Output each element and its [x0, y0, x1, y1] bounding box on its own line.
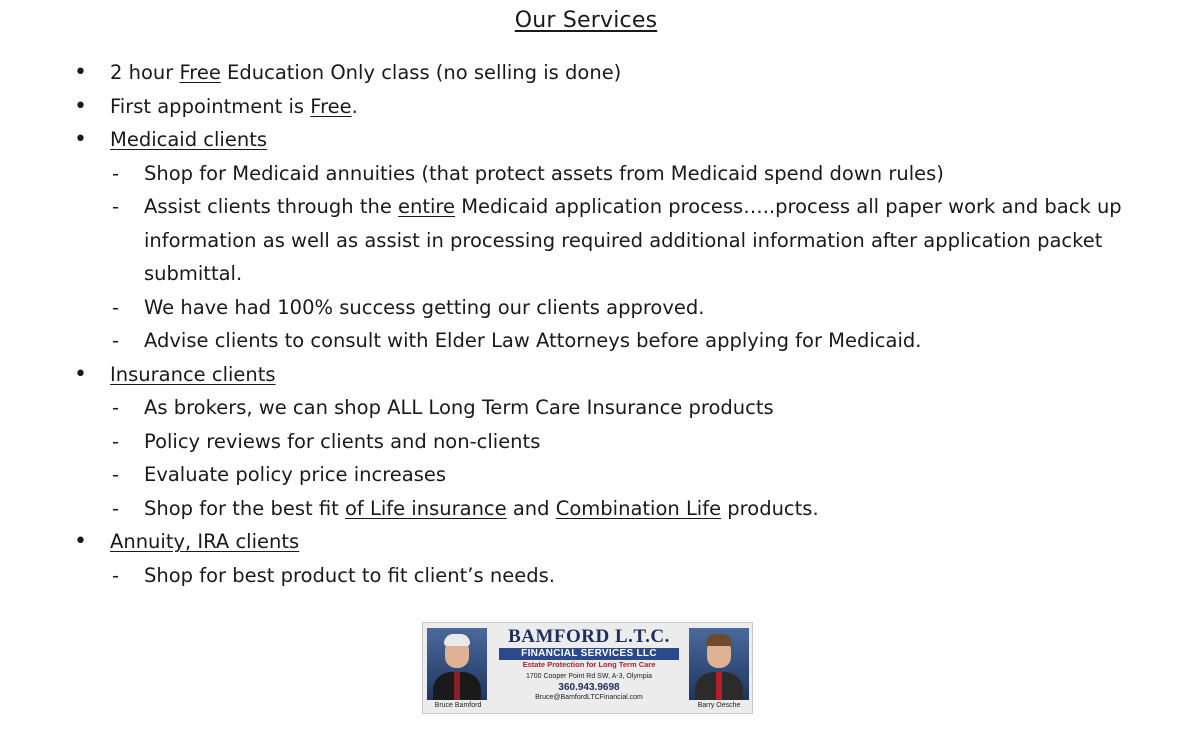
sub-item-insurance-brokers [0, 391, 1200, 425]
medicaid-item-1: Shop for Medicaid annuities (that protect assets from Medicaid spend down rules) [144, 161, 944, 185]
free-class-text: 2 hour [110, 61, 180, 84]
portrait-hair-shape [706, 634, 732, 646]
medicaid-item-3: We have had 100% success getting our clients approved. [144, 295, 705, 319]
sub-item-annuity-product [0, 559, 1200, 593]
dash-icon: - [112, 463, 120, 486]
bullet-icon: • [74, 60, 87, 85]
first-appointment-text-rest: . [351, 94, 358, 118]
dash-icon: - [112, 295, 120, 319]
dash-icon: - [112, 161, 120, 185]
bullet-icon: • [74, 93, 87, 119]
brand-name: BAMFORD L.T.C. [508, 626, 670, 647]
annuity-heading: Annuity, IRA clients [110, 530, 300, 553]
list-item-free-class [0, 56, 1200, 90]
portrait-right-image [689, 628, 749, 700]
sub-item-insurance-life [0, 492, 1200, 526]
portrait-tie-shape [454, 672, 460, 700]
page-title: Our Services [514, 8, 658, 33]
free-class-emphasis: Free [179, 61, 221, 84]
section-heading-medicaid [0, 123, 1200, 157]
section-heading-annuity [0, 525, 1200, 559]
medicaid-heading: Medicaid clients [110, 128, 267, 151]
business-card-logo [422, 622, 753, 714]
first-appointment-text: First appointment is [110, 94, 311, 118]
insurance-item-4: Shop for the best fit [144, 496, 345, 520]
sub-item-medicaid-application [0, 190, 1200, 291]
insurance-item-4-combination: Combination Life [555, 496, 722, 520]
bullet-icon: • [74, 529, 87, 554]
brand-block [493, 627, 685, 702]
insurance-item-2: Policy reviews for clients and non-clients [144, 429, 541, 453]
bullet-icon: • [74, 127, 87, 152]
sub-item-medicaid-attorneys [0, 324, 1200, 358]
dash-icon: - [112, 563, 120, 587]
brand-bar: FINANCIAL SERVICES LLC [499, 648, 679, 660]
services-list [0, 56, 1200, 592]
insurance-item-3: Evaluate policy price increases [144, 463, 447, 486]
dash-icon: - [112, 396, 120, 419]
free-class-text-rest: Education Only class (no selling is done) [220, 61, 622, 84]
sub-item-insurance-price [0, 458, 1200, 492]
dash-icon: - [112, 429, 120, 453]
dash-icon: - [112, 329, 120, 352]
first-appointment-emphasis: Free [310, 94, 352, 118]
medicaid-item-2-rest: Medicaid application process…..process all paper work and back up information as well as assist in processing required additional information after application packet submittal. [144, 195, 1122, 285]
medicaid-item-4: Advise clients to consult with Elder Law Attorneys before applying for Medicaid. [144, 329, 922, 352]
sub-item-insurance-reviews [0, 425, 1200, 459]
sub-item-medicaid-annuities [0, 157, 1200, 191]
brand-tagline: Estate Protection for Long Term Care [522, 660, 656, 669]
annuity-item-1: Shop for best product to fit client’s needs. [144, 563, 555, 587]
insurance-item-4-rest: products. [721, 496, 819, 520]
portrait-hair-shape [444, 634, 470, 646]
section-heading-insurance [0, 358, 1200, 392]
portrait-left-image [427, 628, 487, 700]
brand-email: Bruce@BamfordLTCFinancial.com [535, 694, 643, 701]
medicaid-item-2-emphasis: entire [398, 195, 456, 218]
portrait-tie-shape [716, 672, 722, 700]
brand-address: 1700 Cooper Point Rd SW, A-3, Olympia [525, 673, 653, 680]
list-item-first-appointment [0, 90, 1200, 124]
bullet-icon: • [74, 361, 87, 387]
sub-item-medicaid-success [0, 291, 1200, 325]
insurance-item-1: As brokers, we can shop ALL Long Term Care Insurance products [144, 396, 774, 419]
dash-icon: - [112, 496, 120, 520]
insurance-heading: Insurance clients [110, 362, 276, 386]
insurance-item-4-life: of Life insurance [344, 496, 507, 520]
portrait-right-caption: Barry Oesche [697, 702, 741, 709]
insurance-item-4-and: and [506, 496, 556, 520]
medicaid-item-2: Assist clients through the [144, 195, 399, 218]
dash-icon: - [112, 195, 120, 218]
brand-phone: 360.943.9698 [558, 682, 620, 693]
portrait-left-caption: Bruce Bamford [434, 702, 482, 709]
